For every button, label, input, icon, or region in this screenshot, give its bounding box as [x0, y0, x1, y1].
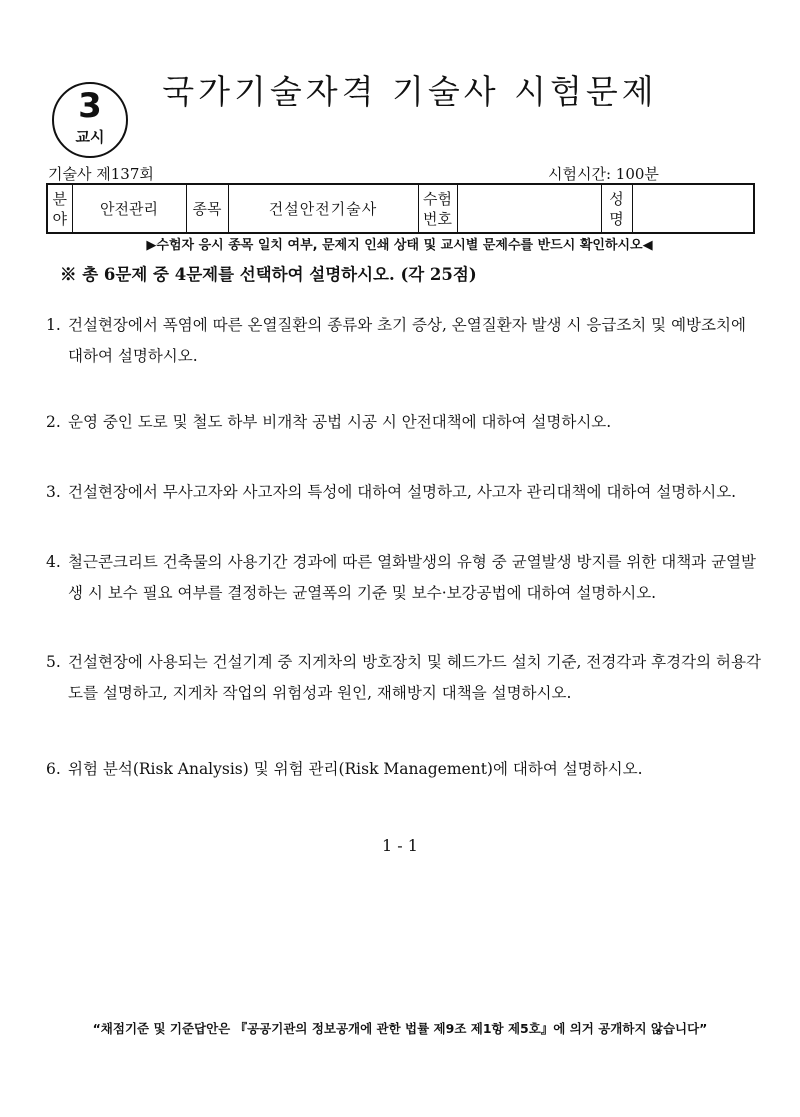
- name-label: 성 명: [601, 184, 632, 233]
- question-6: [46, 754, 761, 785]
- question-3: [46, 477, 761, 508]
- field-label: 분 야: [47, 184, 72, 233]
- question-1: [46, 310, 761, 372]
- name-field[interactable]: [632, 184, 754, 233]
- question-text: 건설현장에서 폭염에 따른 온열질환의 종류와 초기 증상, 온열질환자 발생 시 응급조치 및 예방조치에 대하여 설명하시오.: [68, 316, 746, 365]
- exam-session: 기술사 제137회: [48, 165, 154, 183]
- notice: ▶수험자 응시 종목 일치 여부, 문제지 인쇄 상태 및 교시별 문제수를 반드시 확인하시오◀: [146, 238, 653, 253]
- question-number: 3.: [46, 483, 61, 501]
- question-number: 1.: [46, 316, 61, 334]
- question-number: 4.: [46, 553, 61, 571]
- instruction: ※ 총 6문제 중 4문제를 선택하여 설명하시오. (각 25점): [60, 265, 477, 284]
- category-value: 건설안전기술사: [228, 184, 418, 233]
- question-number: 6.: [46, 760, 61, 778]
- question-number: 2.: [46, 413, 61, 431]
- question-2: [46, 407, 761, 438]
- question-number: 5.: [46, 653, 61, 671]
- exam-number-field[interactable]: [457, 184, 601, 233]
- exam-number-label: 수험 번호: [418, 184, 457, 233]
- footer-disclaimer: “채점기준 및 기준답안은 『공공기관의 정보공개에 관한 법률 제9조 제1항 제5호』에 의거 공개하지 않습니다”: [92, 1021, 708, 1036]
- category-label: 종목: [186, 184, 228, 233]
- period-number: 3: [78, 86, 102, 126]
- page-title: 국가기술자격 기술사 시험문제: [162, 72, 658, 111]
- question-text: 건설현장에서 무사고자와 사고자의 특성에 대하여 설명하고, 사고자 관리대책에 대하여 설명하시오.: [68, 483, 737, 501]
- question-text: 건설현장에 사용되는 건설기계 중 지게차의 방호장치 및 헤드가드 설치 기준, 전경각과 후경각의 허용각도를 설명하고, 지게차 작업의 위험성과 원인, 재해방지 대책을 설명하시오.: [68, 653, 761, 702]
- exam-time: 시험시간: 100분: [548, 165, 659, 183]
- question-text: 위험 분석(Risk Analysis) 및 위험 관리(Risk Management)에 대하여 설명하시오.: [68, 760, 643, 778]
- question-text: 운영 중인 도로 및 철도 하부 비개착 공법 시공 시 안전대책에 대하여 설명하시오.: [68, 413, 612, 431]
- question-5: [46, 647, 761, 709]
- page-number: 1 - 1: [382, 836, 418, 855]
- question-text: 철근콘크리트 건축물의 사용기간 경과에 따른 열화발생의 유형 중 균열발생 방지를 위한 대책과 균열발생 시 보수 필요 여부를 결정하는 균열폭의 기준 및 보수·보강공법에 대하여 설명하시오.: [68, 553, 756, 602]
- field-value: 안전관리: [72, 184, 186, 233]
- period-label: 교시: [75, 128, 105, 146]
- question-4: [46, 547, 761, 609]
- candidate-info-table: [46, 183, 755, 234]
